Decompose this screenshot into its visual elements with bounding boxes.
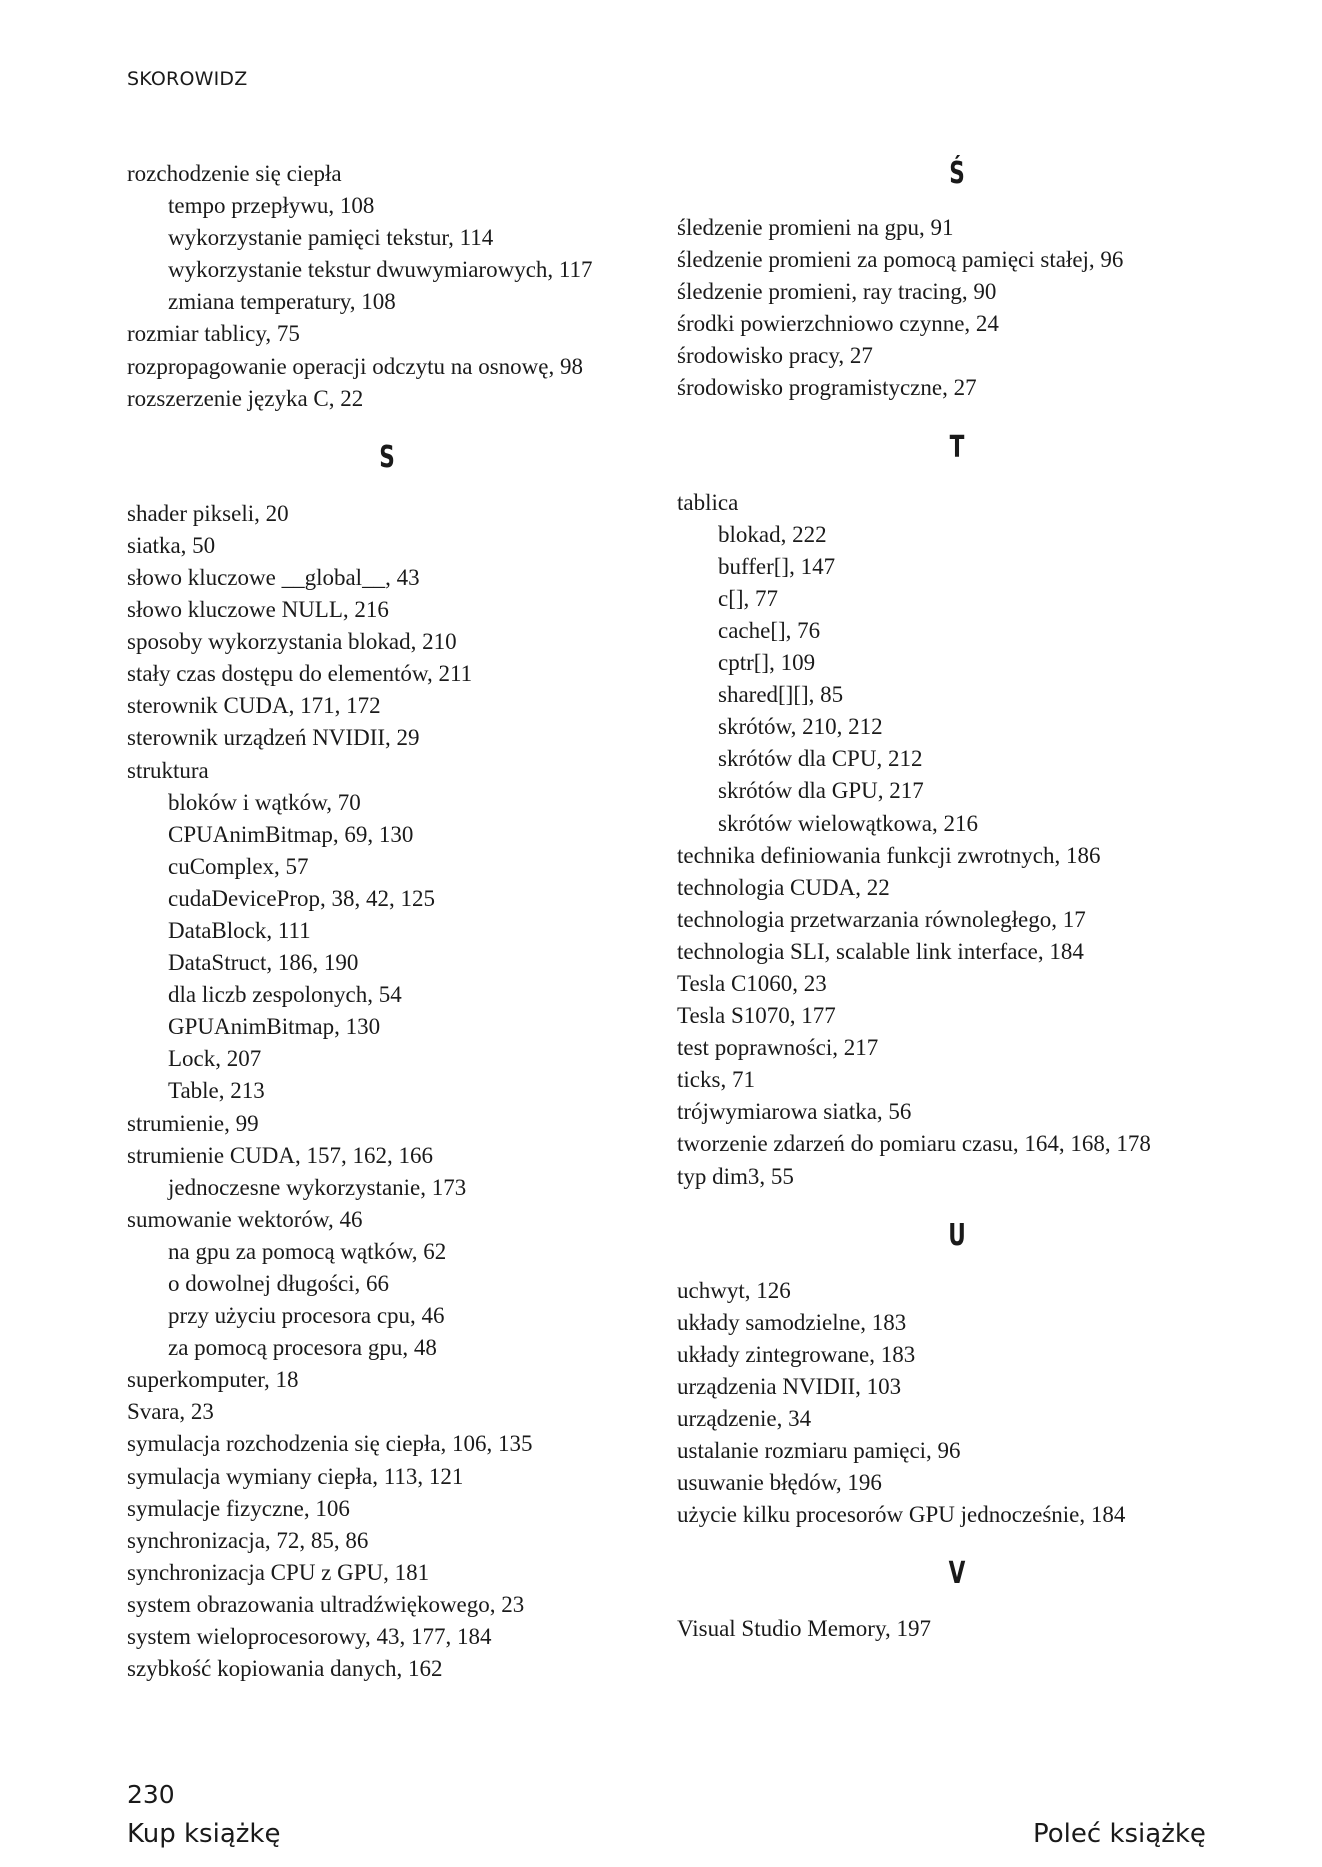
index-entry: Visual Studio Memory, 197: [677, 1616, 931, 1642]
index-entries-continued: [127, 158, 647, 415]
index-entry: trójwymiarowa siatka, 56: [677, 1099, 912, 1125]
index-column-right: [677, 158, 1237, 1645]
index-entry: uchwyt, 126: [677, 1277, 791, 1303]
index-subentry: skrótów dla GPU, 217: [718, 778, 924, 804]
index-subentry: cache[], 76: [718, 617, 821, 643]
index-subentry: GPUAnimBitmap, 130: [168, 1014, 381, 1040]
section-letter: U: [948, 1217, 966, 1253]
index-subentry: dla liczb zespolonych, 54: [168, 982, 402, 1008]
index-entry: tworzenie zdarzeń do pomiaru czasu, 164, 168, 178: [677, 1131, 1151, 1157]
index-entry: środowisko pracy, 27: [677, 343, 873, 369]
index-entry: słowo kluczowe __global__, 43: [127, 564, 420, 590]
index-entry: symulacja wymiany ciepła, 113, 121: [127, 1463, 464, 1489]
index-subentry: cptr[], 109: [718, 650, 816, 676]
buy-book-link[interactable]: Kup książkę: [127, 1819, 281, 1849]
index-entries-s: [127, 498, 647, 1685]
index-section-entries: [677, 1613, 1237, 1645]
index-entry: sposoby wykorzystania blokad, 210: [127, 629, 457, 655]
index-subentry: na gpu za pomocą wątków, 62: [168, 1238, 447, 1264]
index-entry: Tesla C1060, 23: [677, 970, 827, 996]
index-entry: Svara, 23: [127, 1399, 214, 1425]
index-subentry: zmiana temperatury, 108: [168, 289, 396, 315]
page-number: 230: [127, 1780, 175, 1809]
index-section-entries: [677, 487, 1237, 1193]
index-subentry: jednoczesne wykorzystanie, 173: [168, 1174, 467, 1200]
index-entry: usuwanie błędów, 196: [677, 1470, 882, 1496]
recommend-book-link[interactable]: Poleć książkę: [1033, 1819, 1206, 1849]
index-subentry: DataBlock, 111: [168, 917, 311, 943]
index-entry: test poprawności, 217: [677, 1035, 879, 1061]
index-subentry: buffer[], 147: [718, 553, 836, 579]
index-subentry: Table, 213: [168, 1078, 265, 1104]
index-entry: system obrazowania ultradźwiękowego, 23: [127, 1591, 525, 1617]
index-subentry: o dowolnej długości, 66: [168, 1271, 390, 1296]
index-subentry: skrótów dla CPU, 212: [718, 746, 923, 772]
index-subentry: wykorzystanie pamięci tekstur, 114: [168, 225, 494, 251]
index-entry: rozmiar tablicy, 75: [127, 321, 300, 347]
index-entry: śledzenie promieni za pomocą pamięci stałej, 96: [677, 247, 1124, 273]
index-subentry: wykorzystanie tekstur dwuwymiarowych, 117: [168, 257, 593, 283]
index-subentry: za pomocą procesora gpu, 48: [168, 1335, 437, 1361]
index-entry: technologia SLI, scalable link interface, 184: [677, 938, 1084, 964]
index-entry: siatka, 50: [127, 532, 216, 558]
index-entry: sterownik urządzeń NVIDII, 29: [127, 725, 420, 751]
index-entry: technologia CUDA, 22: [677, 874, 890, 900]
index-entry: tablica: [677, 489, 739, 515]
index-entry: superkomputer, 18: [127, 1367, 299, 1393]
index-entry: użycie kilku procesorów GPU jednocześnie, 184: [677, 1502, 1126, 1528]
index-subentry: CPUAnimBitmap, 69, 130: [168, 821, 414, 847]
index-entry: strumienie CUDA, 157, 162, 166: [127, 1142, 434, 1168]
index-subentry: skrótów, 210, 212: [718, 714, 883, 740]
index-entry: technologia przetwarzania równoległego, 17: [677, 906, 1086, 932]
index-entry: struktura: [127, 757, 209, 783]
index-entry: środowisko programistyczne, 27: [677, 375, 977, 401]
index-entry: synchronizacja, 72, 85, 86: [127, 1527, 369, 1553]
index-subentry: c[], 77: [718, 585, 779, 611]
index-entry: sterownik CUDA, 171, 172: [127, 693, 381, 719]
index-entry: środki powierzchniowo czynne, 24: [677, 311, 999, 337]
index-subentry: cuComplex, 57: [168, 853, 309, 879]
index-section-entries: [677, 212, 1237, 405]
index-entry: śledzenie promieni, ray tracing, 90: [677, 279, 997, 305]
section-letter: T: [949, 429, 965, 465]
index-entry: sumowanie wektorów, 46: [127, 1206, 363, 1232]
index-subentry: tempo przepływu, 108: [168, 193, 375, 219]
index-subentry: bloków i wątków, 70: [168, 789, 361, 815]
index-entry: ustalanie rozmiaru pamięci, 96: [677, 1438, 961, 1464]
section-letter: V: [948, 1556, 966, 1592]
index-subentry: blokad, 222: [718, 521, 827, 547]
index-column-left: [127, 158, 647, 1685]
index-entry: stały czas dostępu do elementów, 211: [127, 661, 473, 687]
index-entry: Tesla S1070, 177: [677, 1003, 836, 1029]
index-entry: szybkość kopiowania danych, 162: [127, 1656, 443, 1682]
index-entry: układy zintegrowane, 183: [677, 1341, 916, 1367]
index-entry: układy samodzielne, 183: [677, 1309, 907, 1335]
index-subentry: skrótów wielowątkowa, 216: [718, 810, 978, 836]
index-entry: symulacje fizyczne, 106: [127, 1495, 350, 1521]
running-head: SKOROWIDZ: [127, 68, 248, 90]
index-entry: rozchodzenie się ciepła: [127, 161, 342, 186]
section-letter: Ś: [949, 156, 965, 191]
index-entry: rozpropagowanie operacji odczytu na osnowę, 98: [127, 353, 584, 379]
index-entry: synchronizacja CPU z GPU, 181: [127, 1559, 430, 1585]
index-entry: rozszerzenie języka C, 22: [127, 385, 364, 411]
index-subentry: DataStruct, 186, 190: [168, 950, 359, 976]
index-entry: strumienie, 99: [127, 1110, 259, 1136]
index-entry: system wieloprocesorowy, 43, 177, 184: [127, 1624, 492, 1650]
index-entry: technika definiowania funkcji zwrotnych, 186: [677, 842, 1101, 868]
index-entry: typ dim3, 55: [677, 1163, 794, 1189]
index-subentry: shared[][], 85: [718, 682, 844, 708]
index-entry: shader pikseli, 20: [127, 500, 289, 526]
index-subentry: Lock, 207: [168, 1046, 262, 1072]
index-entry: śledzenie promieni na gpu, 91: [677, 215, 954, 240]
index-subentry: przy użyciu procesora cpu, 46: [168, 1303, 445, 1329]
index-entry: ticks, 71: [677, 1067, 755, 1093]
index-entry: urządzenia NVIDII, 103: [677, 1373, 902, 1399]
index-section-entries: [677, 1275, 1237, 1532]
index-entry: urządzenie, 34: [677, 1406, 812, 1431]
section-letter-s: S: [379, 439, 395, 475]
index-entry: symulacja rozchodzenia się ciepła, 106, 135: [127, 1431, 533, 1457]
index-entry: słowo kluczowe NULL, 216: [127, 597, 389, 623]
index-subentry: cudaDeviceProp, 38, 42, 125: [168, 885, 435, 911]
